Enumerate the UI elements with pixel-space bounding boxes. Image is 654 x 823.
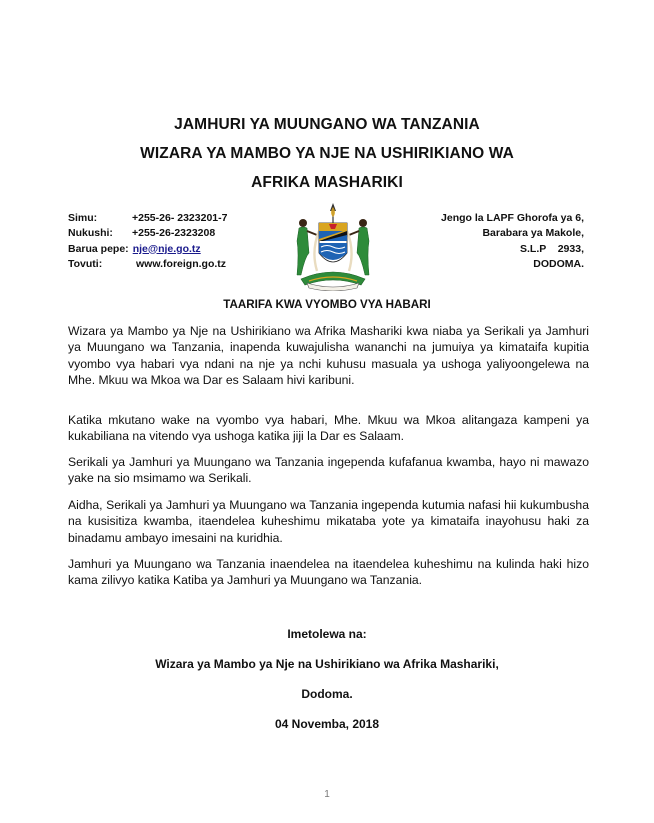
fax-value: +255-26-2323208 (132, 227, 216, 240)
address-line-4: DODOMA. (533, 257, 584, 270)
email-link[interactable]: nje@nje.go.tz (132, 242, 201, 255)
paragraph-3: Serikali ya Jamhuri ya Muungano wa Tanzania ingependa kufafanua kwamba, hayo ni mawazo yake na sio msimamo wa Serikali. (68, 455, 589, 486)
fax-row (68, 226, 227, 241)
header-line-1: JAMHURI YA MUUNGANO WA TANZANIA (174, 116, 480, 133)
paragraph-1: Wizara ya Mambo ya Nje na Ushirikiano wa Afrika Mashariki kwa niaba ya Serikali ya Jamhuri ya Muungano wa Tanzania, inapenda kuwajulisha wananchi na jumuiya ya kimataifa kupitia vyombo vya habari vya ndani na nje ya nchi kuhusu masuala ya ushoga yaliyoongelewa na Mhe. Mkuu wa Mkoa wa Dar es Salaam hivi karibuni. (68, 324, 589, 388)
header-line-2: WIZARA YA MAMBO YA NJE NA USHIRIKIANO WA (140, 145, 514, 162)
phone-label: Simu: (68, 212, 98, 224)
fax-label: Nukushi: (68, 227, 113, 240)
email-row (68, 242, 227, 257)
tanzania-coat-of-arms-icon (287, 201, 379, 291)
address-line-1: Jengo la LAPF Ghorofa ya 6, (441, 212, 584, 224)
issued-by-label: Imetolewa na: (287, 627, 367, 641)
address-line-3: S.L.P 2933, (519, 242, 584, 255)
paragraph-2: Katika mkutano wake na vyombo vya habari, Mhe. Mkuu wa Mkoa alitangaza kampeni ya kukabiliana na vitendo vya ushoga katika jiji la Dar es Salaam. (68, 413, 589, 444)
website-row (68, 257, 227, 272)
header-line-3: AFRIKA MASHARIKI (251, 174, 403, 191)
phone-row (68, 211, 227, 226)
phone-value: +255-26- 2323201-7 (132, 212, 228, 224)
issuing-city: Dodoma. (301, 687, 353, 701)
page-number: 1 (324, 789, 330, 800)
contact-right (441, 211, 584, 272)
issuing-ministry: Wizara ya Mambo ya Nje na Ushirikiano wa Afrika Mashariki, (155, 657, 499, 671)
paragraph-4: Aidha, Serikali ya Jamhuri ya Muungano wa Tanzania ingependa kutumia nafasi hii kukumbusha na kusisitiza kwamba, itaendelea kuheshimu mikataba yote ya kimataifa inayohusu haki za binadamu ambayo imesaini na kuridhia. (68, 498, 589, 545)
address-line-2: Barabara ya Makole, (482, 227, 584, 240)
website-value: www.foreign.go.tz (136, 257, 227, 270)
issue-date: 04 Novemba, 2018 (274, 717, 380, 731)
email-label: Barua pepe: (68, 242, 129, 255)
website-label: Tovuti: (68, 257, 103, 270)
contact-left (68, 211, 227, 272)
paragraph-5: Jamhuri ya Muungano wa Tanzania inaendelea na itaendelea kuheshimu na kulinda haki hizo kama zilivyo katika Katiba ya Jamhuri ya Muungano wa Tanzania. (68, 557, 589, 588)
statement-heading: TAARIFA KWA VYOMBO VYA HABARI (223, 298, 431, 311)
